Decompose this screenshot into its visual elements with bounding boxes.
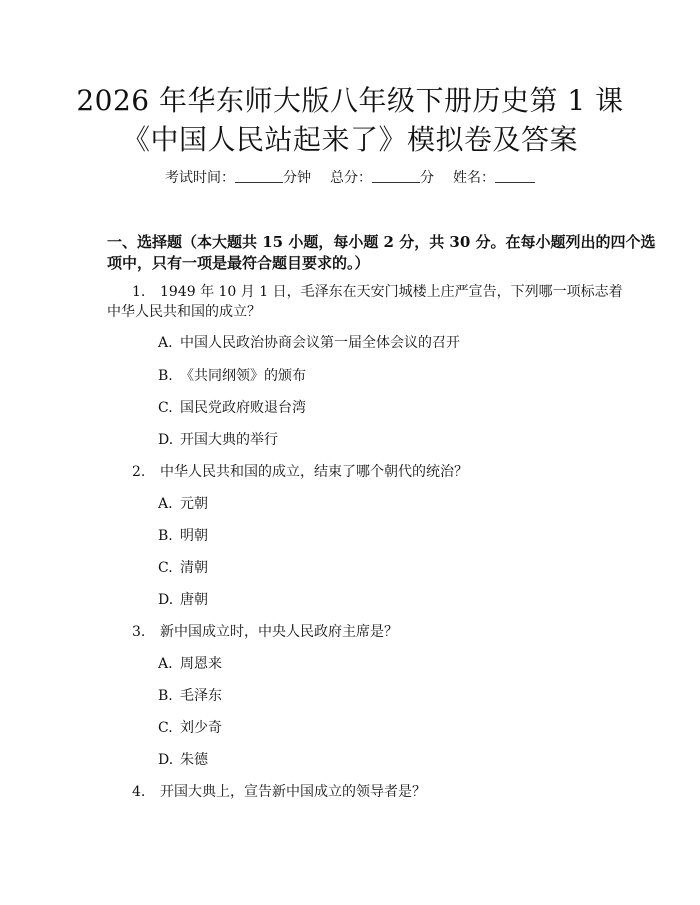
question-text: 中华人民共和国的成立，结束了哪个朝代的统治？ <box>160 464 468 480</box>
option-item <box>158 590 208 610</box>
question-1-continued: 中华人民共和国的成立？ <box>107 304 261 320</box>
option-text: 中国人民政治协商会议第一届全体会议的召开 <box>180 335 460 351</box>
exam-name-field <box>453 168 535 188</box>
option-letter: B. <box>158 528 173 544</box>
option-letter: A. <box>158 496 173 512</box>
option-item <box>158 686 222 706</box>
option-item <box>158 526 208 546</box>
option-text: 国民党政府败退台湾 <box>180 400 306 416</box>
time-unit: 分钟 <box>283 170 311 186</box>
section-header-line2: 项中，只有一项是最符合题目要求的。） <box>107 254 370 272</box>
score-blank <box>372 168 420 183</box>
exam-title-line2: 《中国人民站起来了》模拟卷及答案 <box>121 123 578 156</box>
question-3 <box>132 622 398 642</box>
question-2 <box>132 462 468 482</box>
option-item <box>158 750 208 770</box>
option-item <box>158 718 222 738</box>
exam-score-field <box>330 168 434 188</box>
option-text: 刘少奇 <box>180 720 222 736</box>
score-label: 总分： <box>330 170 372 186</box>
question-1 <box>132 282 623 302</box>
question-text: 新中国成立时，中央人民政府主席是？ <box>160 624 398 640</box>
option-text: 朱德 <box>180 752 208 768</box>
option-letter: A. <box>158 335 173 351</box>
name-blank <box>495 168 535 183</box>
section-header <box>107 232 656 274</box>
question-number: 1. <box>132 284 146 300</box>
question-number: 3. <box>132 624 146 640</box>
question-text: 开国大典上，宣告新中国成立的领导者是？ <box>160 784 426 800</box>
option-item <box>158 366 306 386</box>
option-text: 元朝 <box>180 496 208 512</box>
exam-title-line1: 2026 年华东师大版八年级下册历史第 1 课 <box>76 84 624 117</box>
option-letter: B. <box>158 368 173 384</box>
option-letter: D. <box>158 432 174 448</box>
question-4 <box>132 782 426 802</box>
option-item <box>158 558 208 578</box>
option-item <box>158 398 306 418</box>
option-letter: A. <box>158 656 173 672</box>
option-text: 清朝 <box>180 560 208 576</box>
time-blank <box>235 168 283 183</box>
time-label: 考试时间： <box>165 170 235 186</box>
option-text: 开国大典的举行 <box>180 432 278 448</box>
option-letter: C. <box>158 560 173 576</box>
option-item <box>158 654 222 674</box>
option-letter: D. <box>158 752 174 768</box>
score-unit: 分 <box>420 170 434 186</box>
question-text: 1949 年 10 月 1 日，毛泽东在天安门城楼上庄严宣告，下列哪一项标志着 <box>160 284 623 300</box>
question-number: 4. <box>132 784 146 800</box>
option-text: 周恩来 <box>180 656 222 672</box>
option-letter: B. <box>158 688 173 704</box>
option-item <box>158 494 208 514</box>
exam-time-field <box>165 168 311 188</box>
question-number: 2. <box>132 464 146 480</box>
option-letter: D. <box>158 592 174 608</box>
option-text: 明朝 <box>180 528 208 544</box>
option-item <box>158 333 460 353</box>
option-text: 唐朝 <box>180 592 208 608</box>
name-label: 姓名： <box>453 170 495 186</box>
section-header-line1: 一、选择题（本大题共 15 小题，每小题 2 分，共 30 分。在每小题列出的四个选 <box>107 233 656 251</box>
option-text: 《共同纲领》的颁布 <box>180 368 306 384</box>
option-text: 毛泽东 <box>180 688 222 704</box>
option-item <box>158 430 278 450</box>
option-letter: C. <box>158 400 173 416</box>
option-letter: C. <box>158 720 173 736</box>
